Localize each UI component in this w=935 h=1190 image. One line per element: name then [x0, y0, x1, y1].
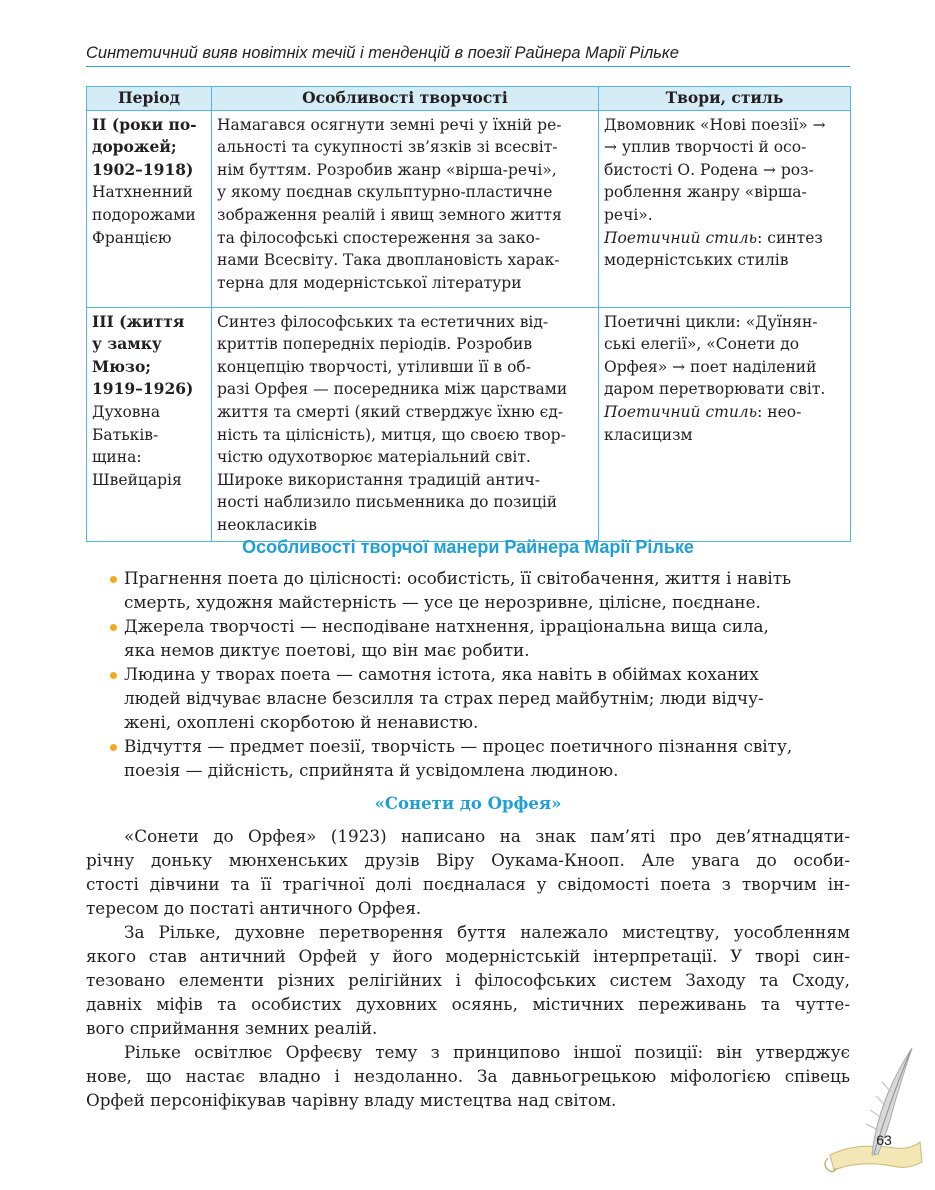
features-list — [86, 566, 850, 782]
paragraph-line: давніх міфів та особистих духовних осяянь, містичних переживань та чутте- — [86, 994, 850, 1014]
features-line: терна для модерністської літератури — [217, 273, 522, 292]
list-item — [86, 566, 850, 614]
list-item-line: Джерела творчості — несподіване натхнення, ірраціональна вища сила, — [124, 616, 769, 636]
paragraph-line: тезовано елементи різних релігійних і філософських систем Заходу та Сходу, — [86, 970, 850, 990]
period-cell — [87, 110, 212, 307]
features-line: Широке використання традицій антич- — [217, 470, 541, 489]
paragraph-line: «Сонети до Орфея» (1923) написано на знак пам’яті про дев’ятнадцяти- — [124, 826, 850, 846]
style-line — [604, 227, 845, 250]
paragraph-line: За Рільке, духовне перетворення буття належало мистецтву, уособленням — [124, 922, 850, 942]
sonnets-heading: «Сонети до Орфея» — [374, 794, 562, 813]
features-line: нами Всесвіту. Така двоплановість харак- — [217, 251, 560, 270]
works-line: Поетичні цикли: «Дуїнян- — [604, 312, 818, 331]
period-title-line: Мюзо; — [92, 356, 152, 376]
works-line: речі». — [604, 205, 653, 224]
list-item — [86, 734, 850, 782]
features-line: разі Орфея — посередника між царствами — [217, 380, 568, 399]
section-heading: Особливості творчої манери Райнера Марії Рільке — [242, 537, 694, 557]
list-item — [86, 614, 850, 662]
style-label: Поетичний стиль — [604, 402, 758, 421]
paragraph — [86, 824, 850, 920]
period-desc-line: Батьків- — [92, 425, 159, 444]
header-rule — [86, 66, 850, 67]
list-item-line: поезія — дійсність, сприйнята й усвідомлена людиною. — [124, 760, 619, 780]
style-line: модерністських стилів — [604, 251, 789, 270]
period-desc-line: подорожами — [92, 205, 196, 224]
bullet-dot-icon — [110, 744, 117, 751]
period-title-line: у замку — [92, 334, 162, 354]
list-item-line: смерть, художня майстерність — усе це нерозривне, цілісне, поєднане. — [124, 592, 761, 612]
style-line — [604, 401, 845, 424]
features-line: ність та цілісність), митця, що своєю твор- — [217, 425, 566, 444]
style-value: : синтез — [757, 228, 823, 247]
bullet-dot-icon — [110, 576, 117, 583]
column-header-works: Твори, стиль — [599, 87, 851, 111]
paragraph-line: Рільке освітлює Орфеєву тему з принципово іншої позиції: він утверджує — [124, 1042, 850, 1062]
features-cell — [212, 110, 599, 307]
features-line: чістю одухотворює матеріальний світ. — [217, 448, 531, 467]
works-cell — [599, 307, 851, 541]
style-value: : нео- — [757, 402, 802, 421]
table-row — [87, 110, 851, 307]
period-desc-line: щина: — [92, 448, 142, 467]
features-line: у якому поєднав скульптурно-пластичне — [217, 183, 553, 202]
paragraph — [86, 1040, 850, 1112]
features-line: криттів попередніх періодів. Розробив — [217, 335, 533, 354]
bullet-dot-icon — [110, 672, 117, 679]
page-number: 63 — [876, 1132, 892, 1148]
period-title-line: 1902–1918) — [92, 159, 194, 179]
works-cell — [599, 110, 851, 307]
paragraph — [86, 920, 850, 1040]
list-item-line: Відчуття — предмет поезії, творчість — процес поетичного пізнання світу, — [124, 736, 793, 756]
list-item-line: яка немов диктує поетові, що він має робити. — [124, 640, 530, 660]
paragraph-line: якого став античний Орфей у його модерністській інтерпретації. У творі син- — [86, 946, 850, 966]
list-item-line: Прагнення поета до цілісності: особистість, її світобачення, життя і навіть — [124, 568, 792, 588]
column-header-features: Особливості творчості — [212, 87, 599, 111]
period-title-line: дорожей; — [92, 137, 177, 157]
period-desc-line: Натхненний — [92, 183, 193, 202]
features-line: життя та смерті (який стверджує їхню єд- — [217, 402, 564, 421]
paragraph-line: Орфей персоніфікував чарівну владу мистецтва над світом. — [86, 1090, 617, 1110]
works-line: ські елегії», «Сонети до — [604, 335, 800, 354]
table-header-row — [87, 87, 851, 111]
period-desc-line: Швейцарія — [92, 470, 182, 489]
list-item — [86, 662, 850, 734]
period-title-line: 1919–1926) — [92, 379, 194, 399]
period-desc-line: Францією — [92, 228, 172, 247]
features-line: альності та сукупності зв’язків зі всесвіт- — [217, 138, 558, 157]
period-title-line: III (життя — [92, 311, 185, 331]
list-item-line: людей відчуває власне безсилля та страх перед майбутнім; люди відчу- — [124, 688, 764, 708]
works-line: роблення жанру «вірша- — [604, 183, 807, 202]
features-line: ності наблизило письменника до позицій — [217, 493, 558, 512]
bullet-dot-icon — [110, 624, 117, 631]
style-line: класицизм — [604, 425, 693, 444]
paragraph-line: нове, що настає владно і нездоланно. За давньогрецькою міфологією співець — [86, 1066, 850, 1086]
works-line: → уплив творчості й осо- — [604, 138, 807, 157]
table-row — [87, 307, 851, 541]
features-line: Синтез філософських та естетичних від- — [217, 312, 549, 331]
features-line: Намагався осягнути земні речі у їхній ре- — [217, 115, 562, 134]
periods-table — [86, 86, 851, 542]
period-cell — [87, 307, 212, 541]
features-line: нім буттям. Розробив жанр «вірша-речі», — [217, 160, 557, 179]
period-desc-line: Духовна — [92, 402, 161, 421]
features-line: та філософські спостереження за зако- — [217, 228, 541, 247]
features-line: неокласиків — [217, 515, 317, 534]
paragraph-line: вого сприймання земних реалій. — [86, 1018, 378, 1038]
features-cell — [212, 307, 599, 541]
features-line: концепцію творчості, утіливши її в об- — [217, 357, 531, 376]
paragraph-line: стості дівчини та її трагічної долі поєдналася у свідомості поета з творчим ін- — [86, 874, 850, 894]
works-line: бистості О. Родена → роз- — [604, 160, 814, 179]
works-line: Двомовник «Нові поезії» → — [604, 115, 826, 134]
features-line: зображення реалій і явищ земного життя — [217, 205, 562, 224]
works-line: даром перетворювати світ. — [604, 380, 826, 399]
period-title-line: II (роки по- — [92, 114, 197, 134]
quill-scroll-icon — [800, 1030, 930, 1180]
paragraph-line: тересом до постаті античного Орфея. — [86, 898, 422, 918]
list-item-line: жені, охоплені скорботою й ненавистю. — [124, 712, 479, 732]
column-header-period: Період — [87, 87, 212, 111]
paragraph-line: річну доньку мюнхенських друзів Віру Оукама-Кнооп. Але увага до особи- — [86, 850, 850, 870]
style-label: Поетичний стиль — [604, 228, 758, 247]
list-item-line: Людина у творах поета — самотня істота, яка навіть в обіймах коханих — [124, 664, 759, 684]
works-line: Орфея» → поет наділений — [604, 357, 817, 376]
running-title: Синтетичний вияв новітніх течій і тенденцій в поезії Райнера Марії Рільке — [86, 44, 679, 62]
